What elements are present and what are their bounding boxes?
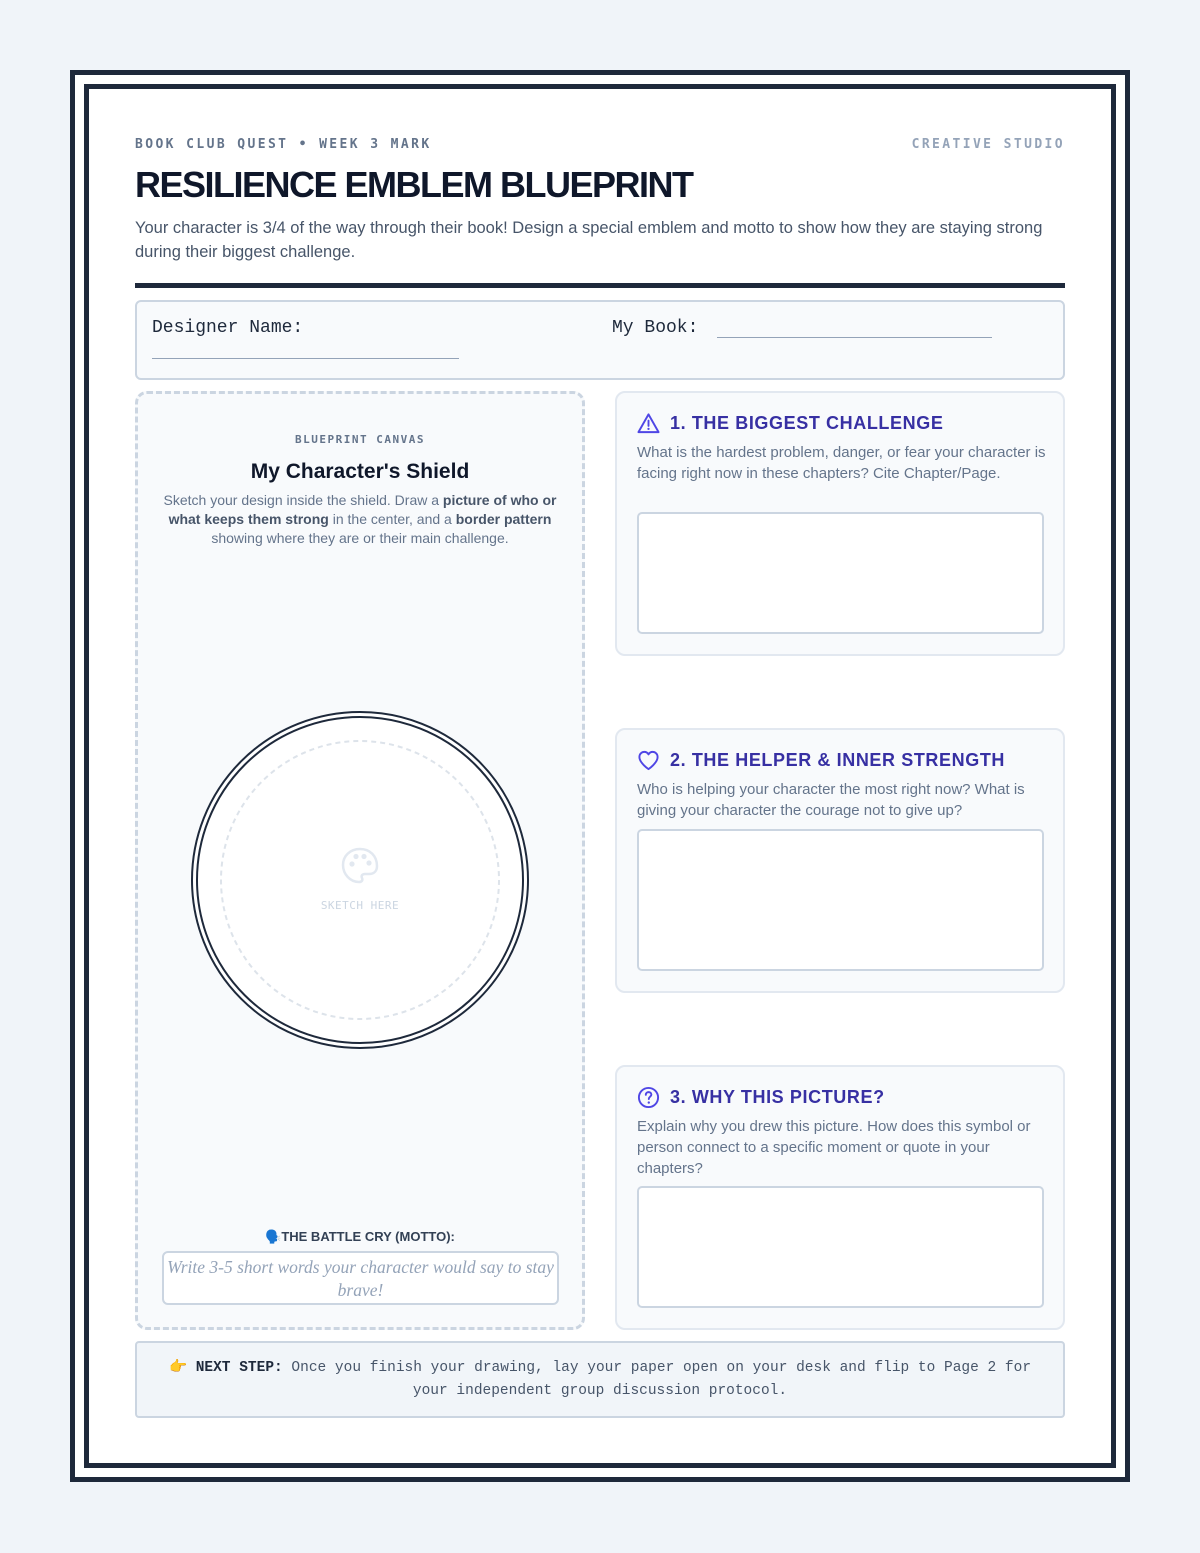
canvas-desc-part: in the center, and a — [328, 511, 456, 527]
sketch-here-label: SKETCH HERE — [320, 899, 400, 912]
card-prompt: What is the hardest problem, danger, or fear your character is facing right now in these chapters? Cite Chapter/Page. — [637, 444, 1046, 482]
next-step-text: Once you finish your drawing, lay your paper open on your desk and flip to Page 2 for your independent group discussion protocol. — [282, 1360, 1032, 1399]
canvas-desc-part: Sketch your design inside the shield. Draw a — [163, 492, 443, 508]
canvas-label: BLUEPRINT CANVAS — [295, 433, 425, 446]
book-line[interactable] — [717, 321, 992, 338]
card-prompt: Explain why you drew this picture. How does this symbol or person connect to a specific moment or quote in your chapters? — [637, 1118, 1031, 1177]
page-title: RESILIENCE EMBLEM BLUEPRINT — [135, 164, 693, 205]
page-intro: Your character is 3/4 of the way through their book! Design a special emblem and motto to show how they are staying strong during their biggest challenge. — [135, 219, 1043, 261]
pointing-hand-icon: 👉 — [168, 1360, 187, 1376]
designer-name-field[interactable] — [152, 318, 303, 338]
card-biggest-challenge — [615, 391, 1065, 656]
canvas-desc-bold: border pattern — [455, 511, 552, 527]
canvas-title: My Character's Shield — [250, 460, 470, 483]
card-header — [637, 412, 943, 435]
question-circle-icon — [637, 1086, 660, 1109]
answer-box[interactable] — [637, 512, 1044, 634]
heart-icon — [637, 749, 660, 772]
book-field[interactable] — [612, 318, 992, 338]
card-title: 2. THE HELPER & INNER STRENGTH — [670, 750, 1006, 770]
motto-input[interactable] — [162, 1251, 559, 1305]
motto-placeholder: Write 3-5 short words your character would say to stay brave! — [167, 1257, 554, 1300]
card-header — [637, 1086, 885, 1109]
motto-label — [138, 1229, 582, 1245]
designer-name-label: Designer Name: — [152, 318, 304, 338]
canvas-desc-part: showing where they are or their main challenge. — [211, 530, 509, 546]
answer-box[interactable] — [637, 829, 1044, 971]
next-step-footer — [135, 1341, 1065, 1418]
card-header — [637, 749, 1005, 772]
card-why-picture — [615, 1065, 1065, 1330]
canvas-desc-bold: picture of who or what keeps them strong — [168, 492, 557, 527]
palette-icon — [340, 846, 380, 886]
motto-label-text: THE BATTLE CRY (MOTTO): — [281, 1229, 455, 1244]
warning-triangle-icon — [637, 412, 660, 435]
card-title: 1. THE BIGGEST CHALLENGE — [670, 413, 944, 433]
header-divider — [135, 283, 1065, 288]
answer-box[interactable] — [637, 1186, 1044, 1308]
book-label: My Book: — [612, 318, 699, 338]
card-prompt: Who is helping your character the most right now? What is giving your character the courage not to give up? — [637, 781, 1025, 819]
card-helper-strength — [615, 728, 1065, 993]
speaking-head-icon: 🗣️ — [265, 1229, 282, 1244]
canvas-instructions — [160, 491, 560, 548]
header-studio: CREATIVE STUDIO — [911, 137, 1065, 152]
card-title: 3. WHY THIS PICTURE? — [670, 1087, 885, 1107]
designer-name-line[interactable] — [152, 342, 459, 359]
name-book-box — [135, 300, 1065, 380]
next-step-label: NEXT STEP: — [195, 1360, 283, 1376]
header-eyebrow: BOOK CLUB QUEST • WEEK 3 MARK — [135, 137, 432, 152]
blueprint-canvas — [135, 391, 585, 1330]
